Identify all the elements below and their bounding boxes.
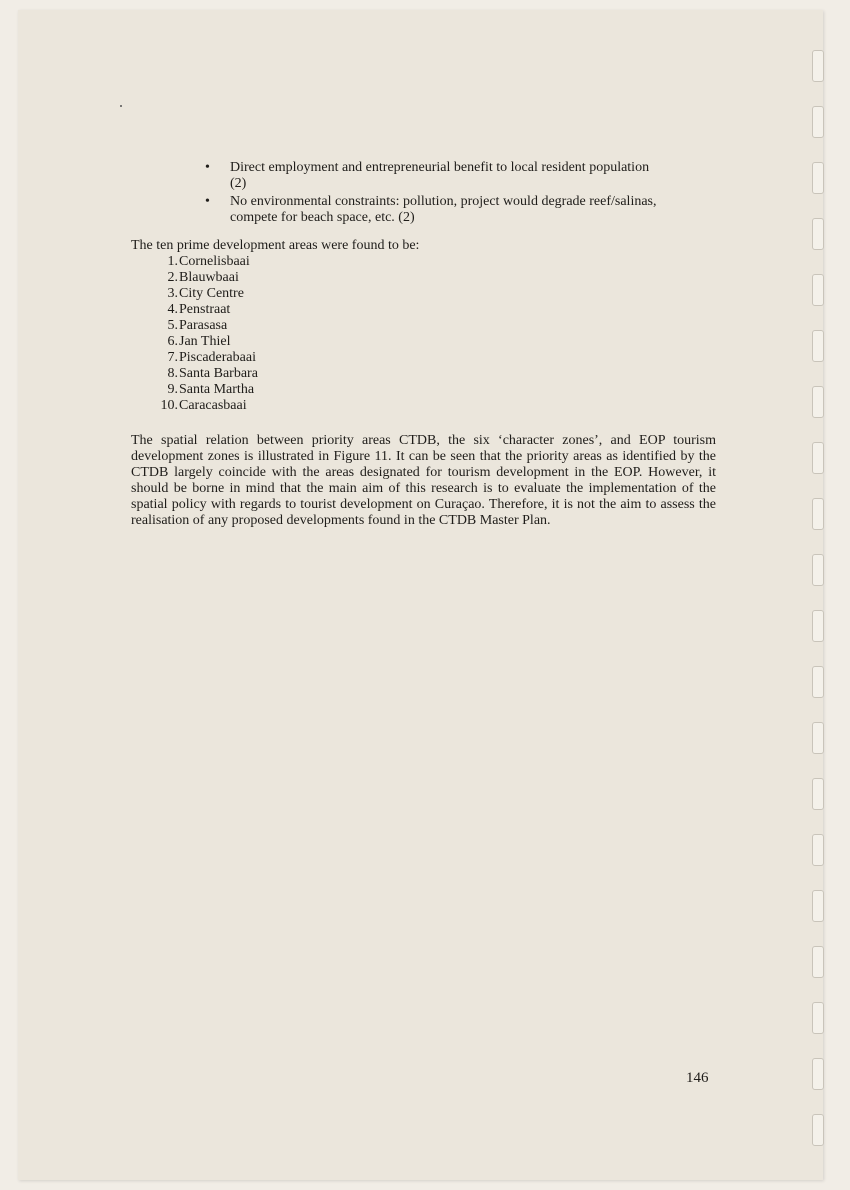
binding-hole bbox=[812, 50, 824, 82]
binding-hole bbox=[812, 666, 824, 698]
list-item bbox=[131, 286, 721, 302]
binding-hole bbox=[812, 442, 824, 474]
area-name: Blauwbaai bbox=[179, 270, 239, 285]
development-areas-list bbox=[131, 254, 721, 414]
list-number: 1. bbox=[167, 254, 178, 269]
page-number: 146 bbox=[686, 1070, 709, 1086]
list-item bbox=[131, 334, 721, 350]
binding-hole bbox=[812, 722, 824, 754]
list-number: 5. bbox=[167, 318, 178, 333]
area-name: Jan Thiel bbox=[179, 334, 231, 349]
binding-hole bbox=[812, 1058, 824, 1090]
page-content bbox=[131, 160, 721, 529]
binding-hole bbox=[812, 106, 824, 138]
binding-hole bbox=[812, 554, 824, 586]
areas-intro: The ten prime development areas were found to be: bbox=[131, 238, 420, 253]
stray-mark bbox=[120, 105, 122, 107]
list-item bbox=[131, 350, 721, 366]
binding-hole bbox=[812, 834, 824, 866]
binding-hole bbox=[812, 890, 824, 922]
binding-hole bbox=[812, 162, 824, 194]
binding-hole bbox=[812, 498, 824, 530]
body-paragraph: The spatial relation between priority areas CTDB, the six ‘character zones’, and EOP tourism development zones is illustrated in Figure 11. It can be seen that the priority areas as identified by the CTDB largely coincide with the areas designated for tourism development in the EOP. However, it should be borne in mind that the main aim of this research is to evaluate the implementation of the spatial policy with regards to tourist development on Curaçao. Therefore, it is not the aim to assess the realisation of any proposed developments found in the CTDB Master Plan. bbox=[131, 433, 716, 528]
binding-hole bbox=[812, 1114, 824, 1146]
area-name: Caracasbaai bbox=[179, 398, 247, 413]
area-name: Santa Martha bbox=[179, 382, 255, 397]
area-name: Parasasa bbox=[179, 318, 228, 333]
list-number: 8. bbox=[167, 366, 178, 381]
list-number: 7. bbox=[167, 350, 178, 365]
binding-hole bbox=[812, 330, 824, 362]
bullet-item bbox=[205, 194, 660, 226]
binding-hole bbox=[812, 274, 824, 306]
area-name: City Centre bbox=[179, 286, 244, 301]
list-item bbox=[131, 398, 721, 414]
list-item bbox=[131, 270, 721, 286]
binding-hole bbox=[812, 610, 824, 642]
binding-hole bbox=[812, 218, 824, 250]
list-number: 3. bbox=[167, 286, 178, 301]
binding-hole bbox=[812, 386, 824, 418]
bullet-item bbox=[205, 160, 660, 192]
area-name: Santa Barbara bbox=[179, 366, 258, 381]
criteria-bullet-list bbox=[205, 160, 721, 226]
list-item bbox=[131, 254, 721, 270]
bullet-icon: • bbox=[205, 194, 210, 209]
list-item bbox=[131, 318, 721, 334]
list-number: 9. bbox=[167, 382, 178, 397]
list-item bbox=[131, 366, 721, 382]
area-name: Piscaderabaai bbox=[179, 350, 256, 365]
list-number: 4. bbox=[167, 302, 178, 317]
binding-hole bbox=[812, 1002, 824, 1034]
bullet-text: No environmental constraints: pollution, project would degrade reef/salinas, compete for beach space, etc. (2) bbox=[230, 194, 657, 225]
area-name: Penstraat bbox=[179, 302, 231, 317]
bullet-icon: • bbox=[205, 160, 210, 175]
binding-holes bbox=[812, 50, 828, 1170]
binding-hole bbox=[812, 778, 824, 810]
bullet-text: Direct employment and entrepreneurial benefit to local resident population (2) bbox=[230, 160, 650, 191]
list-number: 10. bbox=[160, 398, 178, 413]
list-number: 2. bbox=[167, 270, 178, 285]
area-name: Cornelisbaai bbox=[179, 254, 250, 269]
list-item bbox=[131, 302, 721, 318]
list-number: 6. bbox=[167, 334, 178, 349]
binding-hole bbox=[812, 946, 824, 978]
list-item bbox=[131, 382, 721, 398]
